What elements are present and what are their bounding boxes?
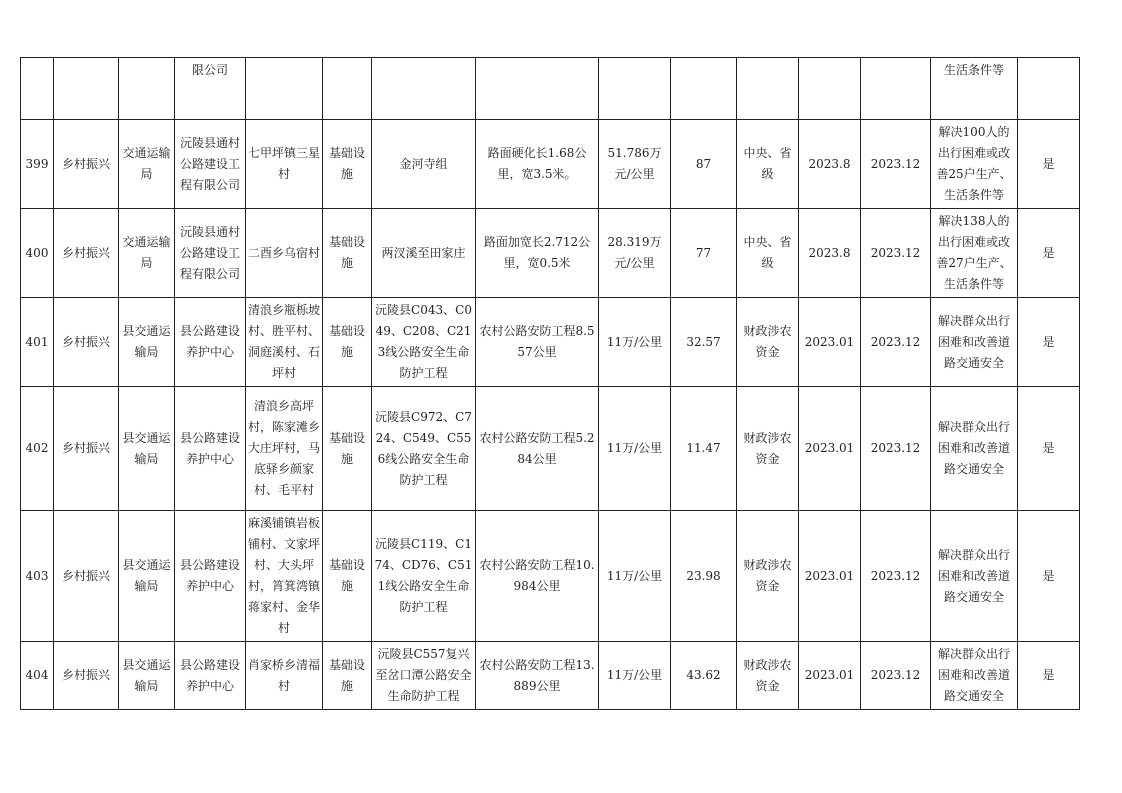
fund-source-text: 中央、省级 — [743, 235, 792, 270]
project-type-cell — [323, 120, 372, 209]
project-type-text: 基础设施 — [328, 235, 365, 270]
location-cell — [246, 209, 323, 298]
fund-source-text: 财政涉农资金 — [743, 558, 792, 593]
benefit-text: 解决群众出行困难和改善道路交通安全 — [937, 647, 1010, 703]
end-date-text: 2023.12 — [870, 568, 921, 583]
department-cell — [119, 642, 175, 710]
inclusion-flag-text: 是 — [1042, 668, 1055, 682]
seq-number-text: 404 — [25, 668, 49, 682]
category-text: 乡村振兴 — [61, 156, 110, 171]
location-cell — [246, 387, 323, 511]
table-row — [21, 298, 1080, 387]
inclusion-flag-cell — [1018, 511, 1080, 642]
category-cell — [54, 642, 119, 710]
investment-cell — [671, 58, 737, 120]
benefit-text: 解决群众出行困难和改善道路交通安全 — [937, 313, 1010, 370]
category-text: 乡村振兴 — [61, 668, 110, 682]
department-cell — [119, 209, 175, 298]
construction-content-cell — [476, 642, 599, 710]
location-text: 清浪乡高坪村，陈家滩乡大庄坪村，马底驿乡颜家村、毛平村 — [248, 399, 321, 497]
end-date-text: 2023.12 — [870, 245, 921, 260]
table-row — [21, 209, 1080, 298]
start-date-text: 2023.8 — [808, 156, 851, 171]
category-cell — [54, 58, 119, 120]
location-cell — [246, 511, 323, 642]
inclusion-flag-cell — [1018, 298, 1080, 387]
project-type-cell — [323, 298, 372, 387]
inclusion-flag-cell — [1018, 387, 1080, 511]
subsidy-standard-cell — [599, 642, 671, 710]
location-text: 二酉乡乌宿村 — [248, 245, 321, 260]
project-type-text: 基础设施 — [328, 558, 365, 593]
seq-number-cell — [21, 387, 54, 511]
benefit-cell — [931, 387, 1018, 511]
project-name-cell — [372, 387, 476, 511]
start-date-cell — [799, 511, 861, 642]
fund-source-cell — [737, 209, 799, 298]
project-name-text: 沅陵县C557复兴至岔口潭公路安全生命防护工程 — [375, 647, 472, 703]
table-row — [21, 387, 1080, 511]
table-body — [21, 58, 1080, 710]
location-text: 肖家桥乡清福村 — [248, 657, 321, 693]
inclusion-flag-cell — [1018, 120, 1080, 209]
fund-source-text: 财政涉农资金 — [743, 324, 792, 359]
investment-cell — [671, 120, 737, 209]
seq-number-cell — [21, 298, 54, 387]
location-cell — [246, 298, 323, 387]
project-type-cell — [323, 387, 372, 511]
benefit-text: 解决群众出行困难和改善道路交通安全 — [937, 420, 1010, 476]
project-name-cell — [372, 298, 476, 387]
inclusion-flag-text: 是 — [1042, 334, 1055, 349]
implementing-unit-text: 限公司 — [191, 63, 228, 77]
implementing-unit-text: 县公路建设养护中心 — [179, 657, 240, 693]
construction-content-cell — [476, 387, 599, 511]
subsidy-standard-cell — [599, 298, 671, 387]
table-row — [21, 511, 1080, 642]
location-cell — [246, 642, 323, 710]
department-cell — [119, 511, 175, 642]
table-row — [21, 58, 1080, 120]
end-date-text: 2023.12 — [870, 441, 921, 455]
construction-content-text: 农村公路安防工程8.557公里 — [479, 324, 595, 359]
department-text: 县交通运输局 — [122, 657, 171, 693]
inclusion-flag-text: 是 — [1042, 156, 1055, 171]
seq-number-cell — [21, 58, 54, 120]
inclusion-flag-cell — [1018, 58, 1080, 120]
start-date-cell — [799, 642, 861, 710]
start-date-cell — [799, 58, 861, 120]
department-cell — [119, 387, 175, 511]
implementing-unit-text: 县公路建设养护中心 — [179, 558, 240, 593]
benefit-cell — [931, 642, 1018, 710]
implementing-unit-cell — [175, 642, 246, 710]
implementing-unit-cell — [175, 120, 246, 209]
seq-number-text: 400 — [25, 245, 49, 260]
construction-content-cell — [476, 58, 599, 120]
seq-number-cell — [21, 511, 54, 642]
start-date-text: 2023.01 — [804, 668, 855, 682]
start-date-cell — [799, 209, 861, 298]
benefit-text: 生活条件等 — [943, 63, 1004, 77]
start-date-text: 2023.01 — [804, 568, 855, 583]
fund-source-text: 财政涉农资金 — [743, 657, 792, 693]
subsidy-standard-cell — [599, 120, 671, 209]
category-cell — [54, 209, 119, 298]
start-date-cell — [799, 298, 861, 387]
construction-content-cell — [476, 209, 599, 298]
fund-source-cell — [737, 58, 799, 120]
subsidy-standard-cell — [599, 511, 671, 642]
end-date-cell — [861, 298, 931, 387]
seq-number-cell — [21, 209, 54, 298]
department-cell — [119, 298, 175, 387]
investment-text: 11.47 — [686, 441, 721, 455]
project-name-text: 沅陵县C972、C724、C549、C556线公路安全生命防护工程 — [375, 409, 472, 487]
department-cell — [119, 120, 175, 209]
benefit-text: 解决群众出行困难和改善道路交通安全 — [937, 547, 1010, 604]
project-name-text: 金河寺组 — [399, 156, 448, 171]
implementing-unit-cell — [175, 298, 246, 387]
project-name-cell — [372, 511, 476, 642]
implementing-unit-cell — [175, 511, 246, 642]
benefit-cell — [931, 120, 1018, 209]
construction-content-cell — [476, 511, 599, 642]
end-date-cell — [861, 511, 931, 642]
category-cell — [54, 120, 119, 209]
subsidy-standard-cell — [599, 58, 671, 120]
seq-number-text: 403 — [25, 568, 49, 583]
project-type-cell — [323, 209, 372, 298]
category-text: 乡村振兴 — [61, 568, 110, 583]
category-cell — [54, 298, 119, 387]
project-name-cell — [372, 209, 476, 298]
category-text: 乡村振兴 — [61, 441, 110, 455]
end-date-text: 2023.12 — [870, 334, 921, 349]
fund-source-cell — [737, 642, 799, 710]
project-name-cell — [372, 58, 476, 120]
investment-cell — [671, 511, 737, 642]
project-name-cell — [372, 642, 476, 710]
benefit-cell — [931, 58, 1018, 120]
end-date-text: 2023.12 — [870, 156, 921, 171]
department-text: 交通运输局 — [122, 146, 171, 181]
construction-content-cell — [476, 298, 599, 387]
department-text: 县交通运输局 — [122, 430, 171, 466]
project-name-text: 两汊溪至田家庄 — [381, 245, 466, 260]
subsidy-standard-text: 51.786万元/公里 — [607, 146, 662, 181]
benefit-cell — [931, 209, 1018, 298]
implementing-unit-text: 沅陵县通村公路建设工程有限公司 — [179, 135, 240, 192]
benefit-text: 解决100人的出行困难或改善25户生产、生活条件等 — [936, 125, 1012, 202]
construction-content-text: 路面硬化长1.68公里，宽3.5米。 — [487, 146, 587, 181]
inclusion-flag-text: 是 — [1042, 245, 1055, 260]
department-cell — [119, 58, 175, 120]
fund-source-text: 财政涉农资金 — [743, 430, 792, 466]
implementing-unit-text: 县公路建设养护中心 — [179, 324, 240, 359]
subsidy-standard-cell — [599, 387, 671, 511]
investment-cell — [671, 642, 737, 710]
investment-text: 77 — [695, 245, 712, 260]
start-date-text: 2023.01 — [804, 441, 855, 455]
start-date-text: 2023.8 — [808, 245, 851, 260]
table-row — [21, 120, 1080, 209]
seq-number-text: 401 — [25, 334, 49, 349]
implementing-unit-text: 沅陵县通村公路建设工程有限公司 — [179, 224, 240, 281]
project-type-text: 基础设施 — [328, 146, 365, 181]
location-text: 清浪乡瓶栎坡村、胜平村、洞庭溪村、石坪村 — [248, 303, 321, 380]
construction-content-text: 路面加宽长2.712公里，宽0.5米 — [483, 235, 591, 270]
investment-text: 32.57 — [686, 334, 721, 349]
investment-cell — [671, 387, 737, 511]
project-type-cell — [323, 642, 372, 710]
department-text: 县交通运输局 — [122, 558, 171, 593]
end-date-cell — [861, 209, 931, 298]
benefit-cell — [931, 298, 1018, 387]
implementing-unit-cell — [175, 58, 246, 120]
department-text: 县交通运输局 — [122, 324, 171, 359]
construction-content-text: 农村公路安防工程5.284公里 — [479, 430, 595, 466]
seq-number-cell — [21, 642, 54, 710]
project-type-text: 基础设施 — [328, 657, 365, 693]
benefit-cell — [931, 511, 1018, 642]
implementing-unit-cell — [175, 209, 246, 298]
seq-number-cell — [21, 120, 54, 209]
investment-cell — [671, 209, 737, 298]
subsidy-standard-text: 28.319万元/公里 — [607, 235, 662, 270]
fund-source-text: 中央、省级 — [743, 146, 792, 181]
project-type-text: 基础设施 — [328, 324, 365, 359]
seq-number-text: 402 — [25, 441, 49, 455]
location-cell — [246, 120, 323, 209]
department-text: 交通运输局 — [122, 235, 171, 270]
investment-text: 43.62 — [686, 668, 721, 682]
fund-source-cell — [737, 120, 799, 209]
subsidy-standard-cell — [599, 209, 671, 298]
seq-number-text: 399 — [25, 156, 49, 171]
end-date-cell — [861, 58, 931, 120]
location-cell — [246, 58, 323, 120]
category-text: 乡村振兴 — [61, 245, 110, 260]
project-table — [20, 57, 1080, 710]
construction-content-cell — [476, 120, 599, 209]
project-type-cell — [323, 58, 372, 120]
end-date-text: 2023.12 — [870, 668, 921, 682]
category-cell — [54, 511, 119, 642]
fund-source-cell — [737, 298, 799, 387]
category-text: 乡村振兴 — [61, 334, 110, 349]
subsidy-standard-text: 11万/公里 — [606, 441, 663, 455]
investment-text: 23.98 — [686, 568, 721, 583]
inclusion-flag-cell — [1018, 642, 1080, 710]
end-date-cell — [861, 120, 931, 209]
project-name-text: 沅陵县C119、C174、CD76、C511线公路安全生命防护工程 — [374, 537, 473, 614]
benefit-text: 解决138人的出行困难或改善27户生产、生活条件等 — [936, 214, 1012, 291]
inclusion-flag-cell — [1018, 209, 1080, 298]
start-date-text: 2023.01 — [804, 334, 855, 349]
implementing-unit-cell — [175, 387, 246, 511]
inclusion-flag-text: 是 — [1042, 441, 1055, 455]
location-text: 七甲坪镇三星村 — [248, 146, 321, 181]
project-name-cell — [372, 120, 476, 209]
location-text: 麻溪铺镇岩板铺村、文家坪村、大头坪村，筲箕湾镇蒋家村、金华村 — [248, 516, 321, 635]
table-row — [21, 642, 1080, 710]
subsidy-standard-text: 11万/公里 — [606, 668, 663, 682]
fund-source-cell — [737, 511, 799, 642]
end-date-cell — [861, 642, 931, 710]
investment-text: 87 — [695, 156, 712, 171]
construction-content-text: 农村公路安防工程13.889公里 — [479, 657, 595, 693]
subsidy-standard-text: 11万/公里 — [606, 568, 663, 583]
start-date-cell — [799, 387, 861, 511]
inclusion-flag-text: 是 — [1042, 568, 1055, 583]
subsidy-standard-text: 11万/公里 — [606, 334, 663, 349]
project-type-cell — [323, 511, 372, 642]
fund-source-cell — [737, 387, 799, 511]
implementing-unit-text: 县公路建设养护中心 — [179, 430, 240, 466]
category-cell — [54, 387, 119, 511]
investment-cell — [671, 298, 737, 387]
project-name-text: 沅陵县C043、C049、C208、C213线公路安全生命防护工程 — [375, 303, 472, 380]
end-date-cell — [861, 387, 931, 511]
start-date-cell — [799, 120, 861, 209]
construction-content-text: 农村公路安防工程10.984公里 — [479, 558, 595, 593]
project-type-text: 基础设施 — [328, 430, 365, 466]
